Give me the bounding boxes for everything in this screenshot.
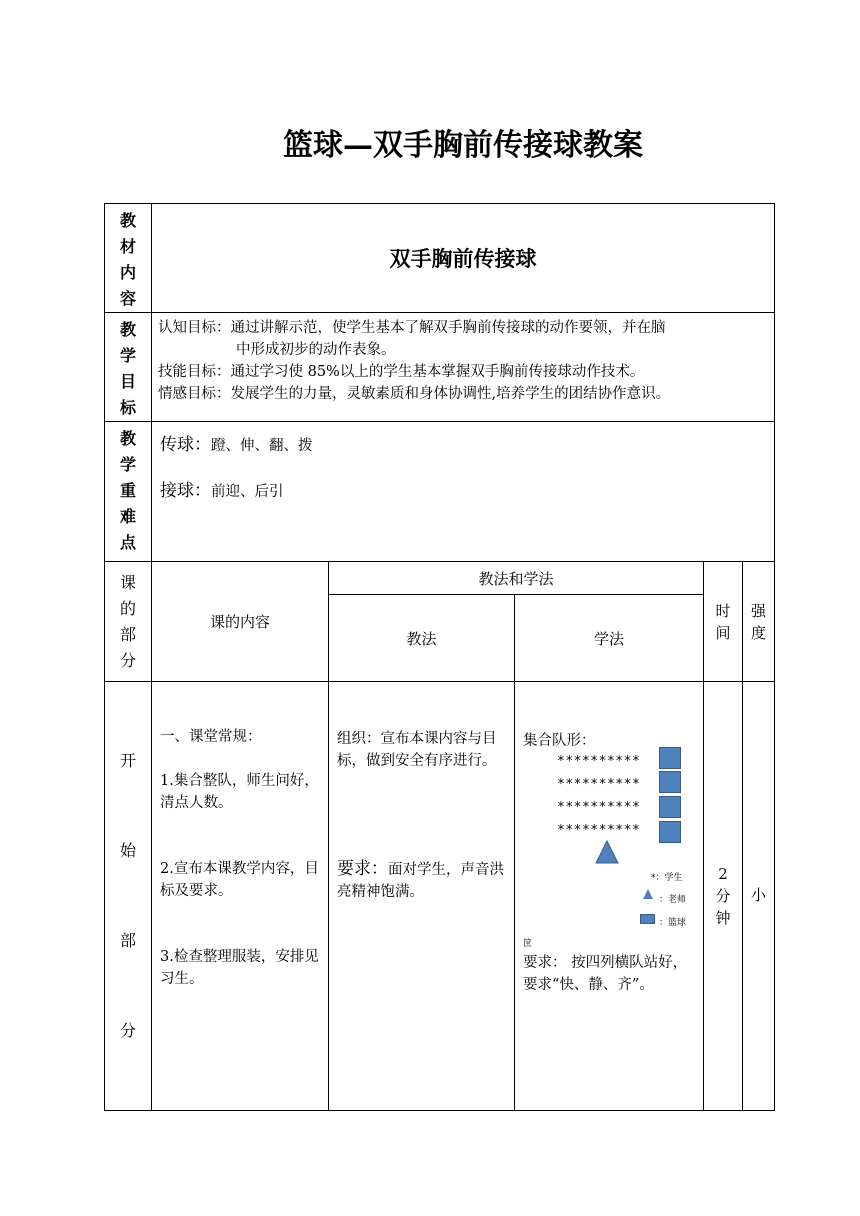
formation-title: 集合队形： <box>523 733 596 749</box>
methods-header: 教法和学法 <box>329 562 704 595</box>
opening-time: 2 分 钟 <box>704 682 743 1111</box>
teach-organize: 组织：宣布本课内容与目标，做到安全有序进行。 <box>337 731 497 769</box>
material-content: 双手胸前传接球 <box>152 204 775 313</box>
student-row-3: ********** <box>557 800 641 815</box>
legend-basket: ：篮球 <box>659 918 687 928</box>
catch-point: 接球：前迎、后引 <box>160 481 284 501</box>
material-row <box>105 204 775 313</box>
teacher-triangle-icon <box>595 840 619 864</box>
cognitive-goal: 认知目标：通过讲解示范，使学生基本了解双手胸前传接球的动作要领，并在脑 <box>158 320 666 336</box>
cognitive-goal-cont: 中形成初步的动作表象。 <box>236 342 396 358</box>
emotion-goal: 情感目标：发展学生的力量，灵敏素质和身体协调性,培养学生的团结协作意识。 <box>158 386 671 402</box>
opening-content <box>152 682 329 1111</box>
section-label-header: 课 的 部 分 <box>105 562 152 682</box>
legend-teacher-icon <box>642 888 654 900</box>
goals-row <box>105 313 775 422</box>
opening-label: 开 始 部 分 <box>105 682 152 1111</box>
student-row-1: ********** <box>557 754 641 769</box>
legend-student: *：学生 <box>651 873 683 883</box>
student-row-4: ********** <box>557 823 641 838</box>
opening-intensity: 小 <box>743 682 775 1111</box>
legend-basket-icon <box>640 914 655 924</box>
routine-title: 一、课堂常规： <box>160 729 262 745</box>
learn-requirement: 要求： 按四列横队站好，要求“快、静、齐”。 <box>523 955 688 993</box>
opening-teach <box>329 682 515 1111</box>
key-points-label: 教 学 重 难 点 <box>105 422 152 562</box>
header-row-1 <box>105 562 775 595</box>
routine-item-2: 2.宣布本课教学内容，目标及要求。 <box>160 861 319 899</box>
basket-icon <box>659 796 681 818</box>
student-row-2: ********** <box>557 777 641 792</box>
intensity-header: 强 度 <box>743 562 775 682</box>
skill-goal: 技能目标：通过学习使 85%以上的学生基本掌握双手胸前传接球动作技术。 <box>158 364 645 380</box>
teach-requirement: 要求：面对学生，声音洪亮精神饱满。 <box>337 859 504 900</box>
goals-content <box>152 313 775 422</box>
document-title: 篮球—双手胸前传接球教案 <box>283 128 643 163</box>
pass-point: 传球：蹬、伸、翻、拨 <box>160 435 313 455</box>
routine-item-1: 1.集合整队，师生问好，清点人数。 <box>160 773 319 811</box>
legend-teacher: ：老师 <box>659 895 687 905</box>
legend-basket-cont: 筐 <box>523 939 533 949</box>
opening-learn <box>515 682 704 1111</box>
routine-item-3: 3.检查整理服装，安排见习生。 <box>160 949 319 987</box>
opening-row <box>105 682 775 1111</box>
basket-icon <box>659 821 681 843</box>
learn-header: 学法 <box>515 595 704 682</box>
basket-icon <box>659 747 681 769</box>
key-points-content <box>152 422 775 562</box>
basket-icon <box>659 771 681 793</box>
teach-header: 教法 <box>329 595 515 682</box>
lesson-plan-table <box>104 203 775 1111</box>
key-points-row <box>105 422 775 562</box>
time-header: 时 间 <box>704 562 743 682</box>
material-label: 教 材 内 容 <box>105 204 152 313</box>
goals-label: 教 学 目 标 <box>105 313 152 422</box>
content-header: 课的内容 <box>152 562 329 682</box>
